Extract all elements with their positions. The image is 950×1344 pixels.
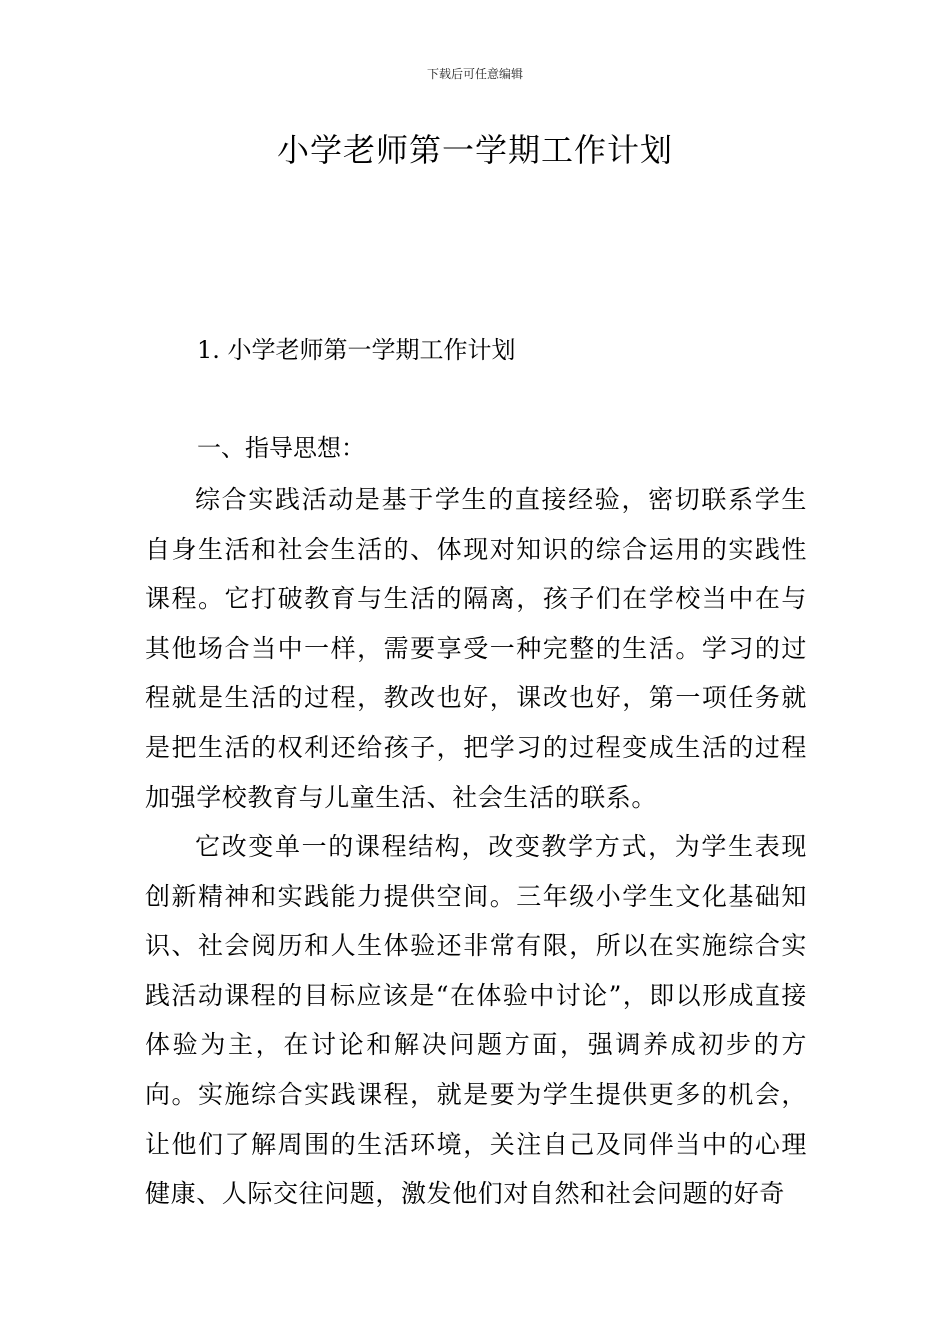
section-heading: 1. 小学老师第一学期工作计划 — [197, 336, 516, 364]
sub-heading-guiding-ideology: 一、指导思想： — [197, 434, 365, 462]
document-title: 小学老师第一学期工作计划 — [276, 131, 673, 169]
paragraph-1: 综合实践活动是基于学生的直接经验，密切联系学生自身生活和社会生活的、体现对知识的综合运用的实践性课程。它打破教育与生活的隔离，孩子们在学校当中在与其他场合当中一样，需要享受一种完整的生活。学习的过程就是生活的过程，教改也好，课改也好，第一项任务就是把生活的权利还给孩子，把学习的过程变成生活的过程加强学校教育与儿童生活、社会生活的联系。 — [145, 485, 807, 812]
paragraph-2: 它改变单一的课程结构，改变教学方式，为学生表现创新精神和实践能力提供空间。三年级小学生文化基础知识、社会阅历和人生体验还非常有限，所以在实施综合实践活动课程的目标应该是“在体验中讨论”，即以形成直接体验为主，在讨论和解决问题方面，强调养成初步的方向。实施综合实践课程，就是要为学生提供更多的机会，让他们了解周围的生活环境，关注自己及同伴当中的心理健康、人际交往问题，激发他们对自然和社会问题的好奇 — [145, 832, 807, 1209]
header-note: 下载后可任意编辑 — [426, 67, 523, 81]
